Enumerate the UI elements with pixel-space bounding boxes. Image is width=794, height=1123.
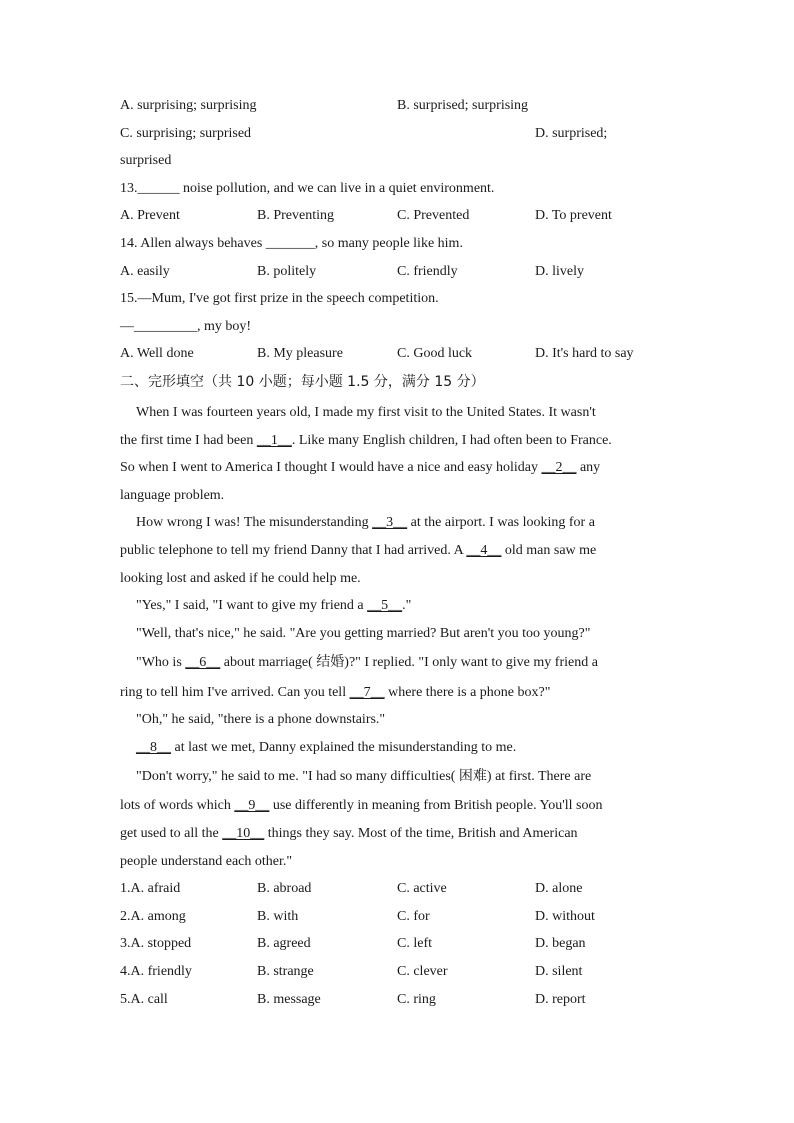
answer-option: 1.A. afraid	[120, 881, 181, 896]
passage-line	[120, 684, 680, 702]
q14-blank: _______	[265, 236, 315, 251]
blank-1: __1__	[256, 433, 292, 448]
q12-option-c: C. surprising; surprised	[120, 126, 252, 141]
answer-option: D. began	[535, 936, 586, 951]
blank-2: __2__	[541, 460, 577, 475]
answer-option: B. strange	[257, 964, 314, 979]
passage-text: about marriage( 结婚)?" I replied. "I only want to give my friend a	[220, 655, 598, 670]
q13-text: noise pollution, and we can live in a quiet environment.	[179, 181, 495, 196]
passage-text: things they say. Most of the time, British and American	[264, 826, 578, 841]
passage-line: "Don't worry," he said to me. "I had so many difficulties( 困难) at first. There are	[136, 769, 592, 784]
passage-line	[136, 514, 681, 532]
passage-line	[136, 739, 681, 757]
passage-line: people understand each other."	[120, 854, 293, 869]
answer-option: D. alone	[535, 881, 583, 896]
q13-option-b: B. Preventing	[257, 208, 334, 223]
passage-line	[120, 432, 680, 450]
blank-8: __8__	[136, 740, 171, 755]
passage-line	[120, 825, 680, 843]
answer-option: 2.A. among	[120, 909, 186, 924]
answer-option: D. report	[535, 992, 586, 1007]
passage-text: at the airport. I was looking for a	[407, 515, 595, 530]
q14-text-pre: 14. Allen always behaves	[120, 236, 266, 251]
passage-line	[120, 797, 680, 815]
passage-line: "Oh," he said, "there is a phone downstairs."	[136, 712, 386, 727]
passage-line	[136, 597, 681, 615]
q14-option-a: A. easily	[120, 264, 170, 279]
passage-text: any	[576, 460, 601, 475]
answer-option: C. clever	[397, 964, 448, 979]
passage-text: "Yes," I said, "I want to give my friend a	[136, 598, 368, 613]
q15-dash: —	[120, 319, 134, 334]
q12-row3: surprised	[120, 153, 172, 168]
blank-3: __3__	[372, 515, 408, 530]
answer-option: B. message	[257, 992, 321, 1007]
passage-text: public telephone to tell my friend Danny that I had arrived. A	[120, 543, 467, 558]
passage-line	[120, 542, 680, 560]
answer-option: 4.A. friendly	[120, 964, 192, 979]
q15-text: , my boy!	[197, 319, 252, 334]
passage-text: the first time I had been	[120, 433, 257, 448]
q13-stem	[120, 180, 680, 198]
blank-7: __7__	[349, 685, 385, 700]
blank-9: __9__	[234, 798, 270, 813]
blank-6: __6__	[185, 655, 221, 670]
q14-option-d: D. lively	[535, 264, 584, 279]
blank-10: __10__	[222, 826, 265, 841]
passage-text: get used to all the	[120, 826, 223, 841]
passage-text: ."	[402, 598, 412, 613]
answer-option: B. with	[257, 909, 299, 924]
q13-number: 13.	[120, 181, 138, 196]
answer-option: B. agreed	[257, 936, 311, 951]
passage-line	[120, 459, 680, 477]
answer-option: D. without	[535, 909, 595, 924]
q15-option-b: B. My pleasure	[257, 346, 343, 361]
passage-text: How wrong I was! The misunderstanding	[136, 515, 373, 530]
q15-option-d: D. It's hard to say	[535, 346, 634, 361]
q15-stem: 15.—Mum, I've got first prize in the speech competition.	[120, 291, 439, 306]
answer-option: C. left	[397, 936, 432, 951]
passage-line: looking lost and asked if he could help me.	[120, 571, 361, 586]
passage-line: "Well, that's nice," he said. "Are you getting married? But aren't you too young?"	[136, 626, 591, 641]
q14-option-c: C. friendly	[397, 264, 458, 279]
q13-option-a: A. Prevent	[120, 208, 180, 223]
answer-option: C. for	[397, 909, 430, 924]
passage-text: "Who is	[136, 655, 186, 670]
passage-line	[136, 654, 681, 672]
q14-stem	[120, 235, 680, 253]
q13-option-c: C. Prevented	[397, 208, 470, 223]
section-title: 二、完形填空（共 10 小题；每小题 1.5 分，满分 15 分）	[120, 374, 485, 390]
answer-option: C. active	[397, 881, 447, 896]
passage-text: at last we met, Danny explained the misunderstanding to me.	[171, 740, 517, 755]
passage-line: When I was fourteen years old, I made my first visit to the United States. It wasn't	[136, 405, 596, 420]
passage-text: where there is a phone box?"	[384, 685, 551, 700]
passage-text: lots of words which	[120, 798, 235, 813]
passage-text: . Like many English children, I had often been to France.	[291, 433, 612, 448]
passage-line: language problem.	[120, 488, 225, 503]
passage-text: old man saw me	[501, 543, 597, 558]
q13-option-d: D. To prevent	[535, 208, 612, 223]
answer-option: D. silent	[535, 964, 583, 979]
blank-4: __4__	[466, 543, 502, 558]
passage-text: use differently in meaning from British people. You'll soon	[269, 798, 603, 813]
q12-option-d: D. surprised;	[535, 126, 608, 141]
q15-option-c: C. Good luck	[397, 346, 473, 361]
passage-text: So when I went to America I thought I would have a nice and easy holiday	[120, 460, 542, 475]
q15-option-a: A. Well done	[120, 346, 194, 361]
q14-text-post: , so many people like him.	[314, 236, 463, 251]
blank-5: __5__	[367, 598, 403, 613]
answer-option: B. abroad	[257, 881, 312, 896]
answer-option: 5.A. call	[120, 992, 168, 1007]
q12-option-b: B. surprised; surprising	[397, 98, 529, 113]
q15-blank: _________	[134, 319, 197, 334]
q13-blank: ______	[137, 181, 180, 196]
answer-option: C. ring	[397, 992, 436, 1007]
q15-reply	[120, 318, 680, 336]
q14-option-b: B. politely	[257, 264, 317, 279]
q12-option-a: A. surprising; surprising	[120, 98, 257, 113]
passage-text: ring to tell him I've arrived. Can you tell	[120, 685, 350, 700]
answer-option: 3.A. stopped	[120, 936, 192, 951]
